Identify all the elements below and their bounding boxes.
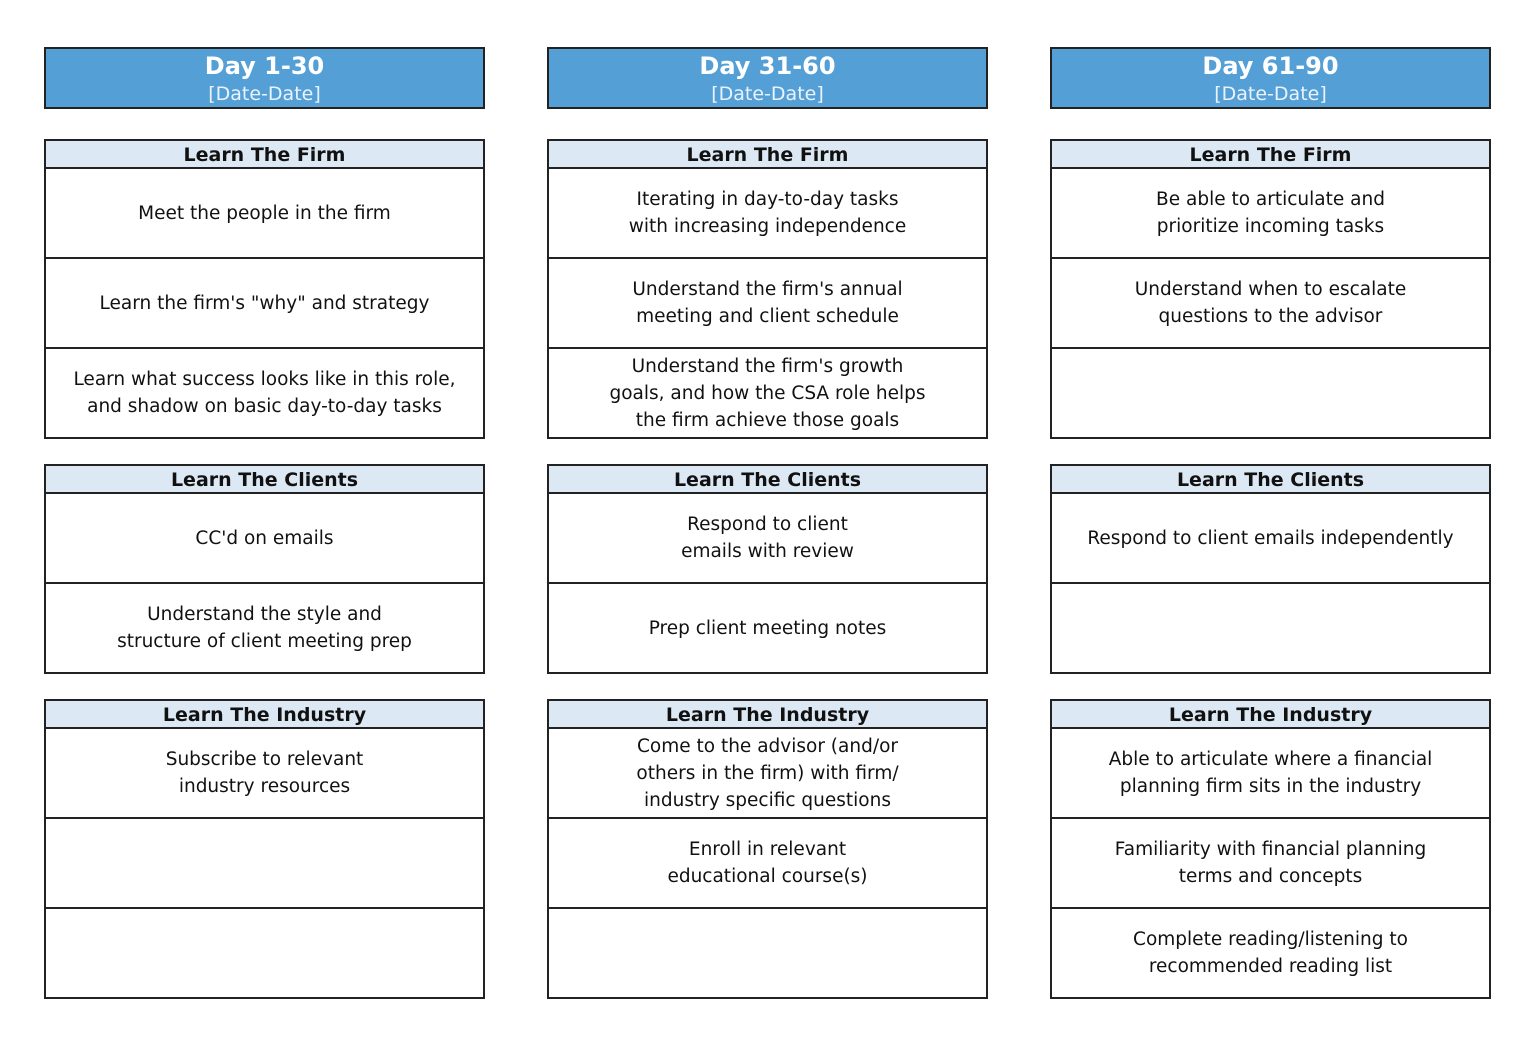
task-cell: Respond to client emails independently — [1052, 494, 1489, 584]
phase-header — [547, 47, 988, 109]
section-table — [547, 139, 988, 439]
task-cell: Learn the firm's "why" and strategy — [46, 259, 483, 349]
task-cell — [1052, 584, 1489, 672]
task-cell: CC'd on emails — [46, 494, 483, 584]
task-cell — [549, 909, 986, 997]
phase-title: Day 1-30 — [204, 52, 325, 80]
section-table — [547, 464, 988, 674]
task-cell: Respond to client emails with review — [549, 494, 986, 584]
phase-header — [44, 47, 485, 109]
task-cell: Meet the people in the firm — [46, 169, 483, 259]
task-cell: Complete reading/listening to recommended reading list — [1133, 929, 1408, 977]
task-cell: Able to articulate where a financial planning firm sits in the industry — [1052, 729, 1489, 819]
phase-dates: [Date-Date] — [208, 83, 321, 105]
task-cell: Enroll in relevant educational course(s) — [549, 819, 986, 909]
section-table — [1050, 464, 1491, 674]
section-table — [44, 699, 485, 999]
task-cell — [46, 909, 483, 997]
section-title: Learn The Firm — [1052, 141, 1489, 169]
task-cell — [1052, 349, 1489, 437]
phase-dates: [Date-Date] — [711, 83, 824, 105]
section-table — [547, 699, 988, 999]
phase-header — [1050, 47, 1491, 109]
section-title: Learn The Firm — [46, 141, 483, 169]
task-cell: Familiarity with financial planning terms and concepts — [1052, 819, 1489, 909]
task-cell: Understand the style and structure of client meeting prep — [117, 604, 412, 652]
task-cell: Understand when to escalate questions to the advisor — [1052, 259, 1489, 349]
phase-title: Day 31-60 — [699, 52, 836, 80]
task-cell: Learn what success looks like in this role, and shadow on basic day-to-day tasks — [73, 369, 456, 417]
task-cell: Prep client meeting notes — [648, 617, 887, 639]
section-title: Learn The Clients — [46, 466, 483, 494]
section-table — [1050, 699, 1491, 999]
section-title: Learn The Firm — [549, 141, 986, 169]
section-title: Learn The Industry — [549, 701, 986, 729]
task-cell: Be able to articulate and prioritize incoming tasks — [1052, 169, 1489, 259]
section-table — [1050, 139, 1491, 439]
task-cell: Understand the firm's annual meeting and client schedule — [549, 259, 986, 349]
phase-title: Day 61-90 — [1202, 52, 1339, 80]
phase-column — [1050, 47, 1491, 977]
task-cell: Subscribe to relevant industry resources — [46, 729, 483, 819]
task-cell — [46, 819, 483, 909]
task-cell: Understand the firm's growth goals, and how the CSA role helps the firm achieve those goals — [609, 355, 926, 431]
section-table — [44, 464, 485, 674]
task-cell: Come to the advisor (and/or others in the firm) with firm/ industry specific questions — [549, 729, 986, 819]
phase-column — [44, 47, 485, 797]
section-title: Learn The Clients — [1052, 466, 1489, 494]
section-title: Learn The Industry — [1052, 701, 1489, 729]
section-title: Learn The Clients — [549, 466, 986, 494]
phase-dates: [Date-Date] — [1214, 83, 1327, 105]
phase-column — [547, 47, 988, 887]
task-cell: Iterating in day-to-day tasks with increasing independence — [549, 169, 986, 259]
section-table — [44, 139, 485, 439]
section-title: Learn The Industry — [46, 701, 483, 729]
